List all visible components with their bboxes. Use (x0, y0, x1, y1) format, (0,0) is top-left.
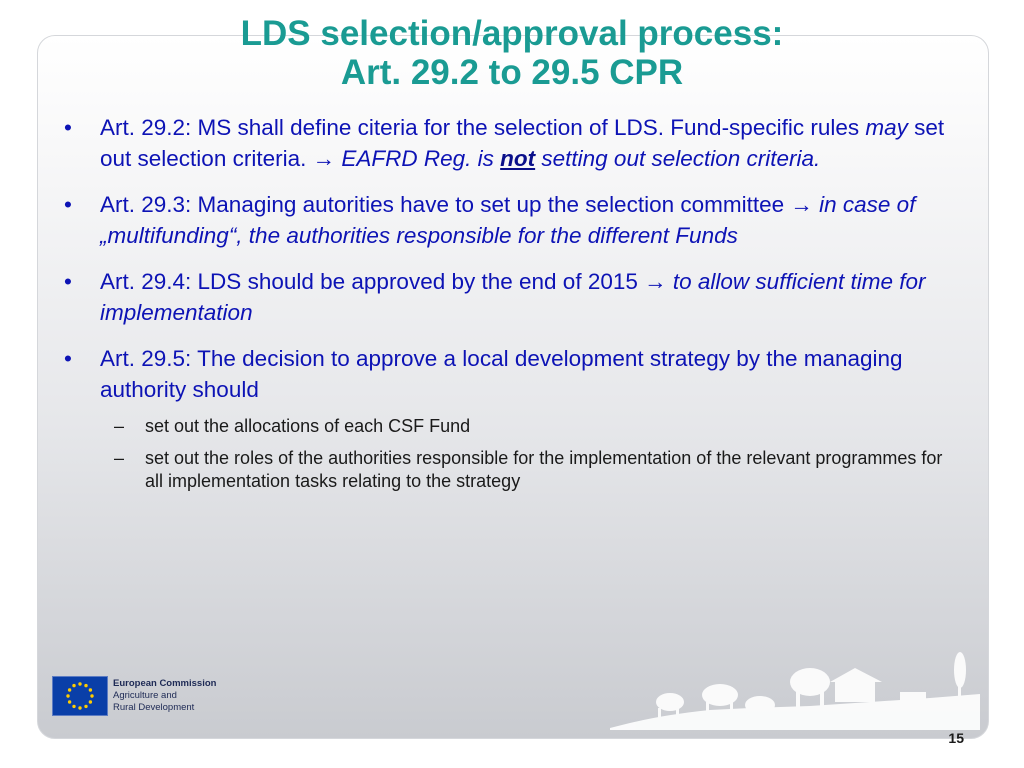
emphasis-text: to allow sufficient time for implementation (100, 269, 926, 325)
arrow-right-icon: → (644, 269, 667, 294)
european-commission-logo (52, 676, 216, 716)
bullet-dot: • (64, 269, 72, 294)
sub-bullet-dash: – (114, 448, 125, 468)
sub-bullet-dash: – (114, 416, 125, 436)
bullet-text: Art. 29.4: LDS should be approved by the end of 2015 (100, 269, 645, 294)
bullet-art-29-3 (58, 189, 958, 251)
arrow-right-icon: → (312, 146, 336, 171)
sub-bullet-text: set out the roles of the authorities responsible for the implementation of the relevant programmes for all implementation tasks relating to the strategy (145, 448, 943, 491)
emphasis-text: setting out selection criteria. (535, 146, 821, 171)
emphasis-text: in case of „multifunding“, the authorities responsible for the different Funds (100, 192, 916, 248)
org-name (113, 678, 216, 714)
bullet-dot: • (64, 192, 72, 217)
bullet-dot: • (64, 115, 72, 140)
bullet-text: Art. 29.5: The decision to approve a local development strategy by the managing authority should (100, 346, 903, 402)
bullet-dot: • (64, 346, 72, 371)
emphasis-not: not (500, 146, 536, 171)
bullet-text: set out selection criteria. (100, 115, 945, 171)
org-name-line-1: European Commission (113, 678, 217, 689)
sub-bullet-roles (58, 447, 958, 493)
bullet-art-29-4 (58, 266, 958, 328)
bullet-text: Art. 29.2: MS shall define citeria for the selection of LDS. Fund-specific rules (100, 115, 866, 140)
arrow-right-icon: → (790, 192, 813, 217)
emphasis-text: EAFRD Reg. is (335, 146, 501, 171)
sub-bullet-text: set out the allocations of each CSF Fund (145, 416, 471, 436)
page-number: 15 (948, 730, 964, 746)
slide-title (0, 14, 1024, 92)
emphasis-text: may (865, 115, 908, 140)
title-line-1: LDS selection/approval process: (240, 14, 784, 53)
bullet-art-29-2 (58, 112, 958, 174)
title-line-2: Art. 29.2 to 29.5 CPR (340, 53, 684, 92)
org-name-line-3: Rural Development (113, 702, 195, 713)
bullet-text: Art. 29.3: Managing autorities have to set up the selection committee (100, 192, 791, 217)
bullet-art-29-5 (58, 343, 958, 405)
org-name-line-2: Agriculture and (113, 690, 177, 701)
eu-flag-icon (52, 676, 108, 716)
farm-animals-silhouette-icon (610, 650, 980, 730)
sub-bullet-allocations (58, 415, 958, 438)
slide-content (58, 112, 958, 502)
